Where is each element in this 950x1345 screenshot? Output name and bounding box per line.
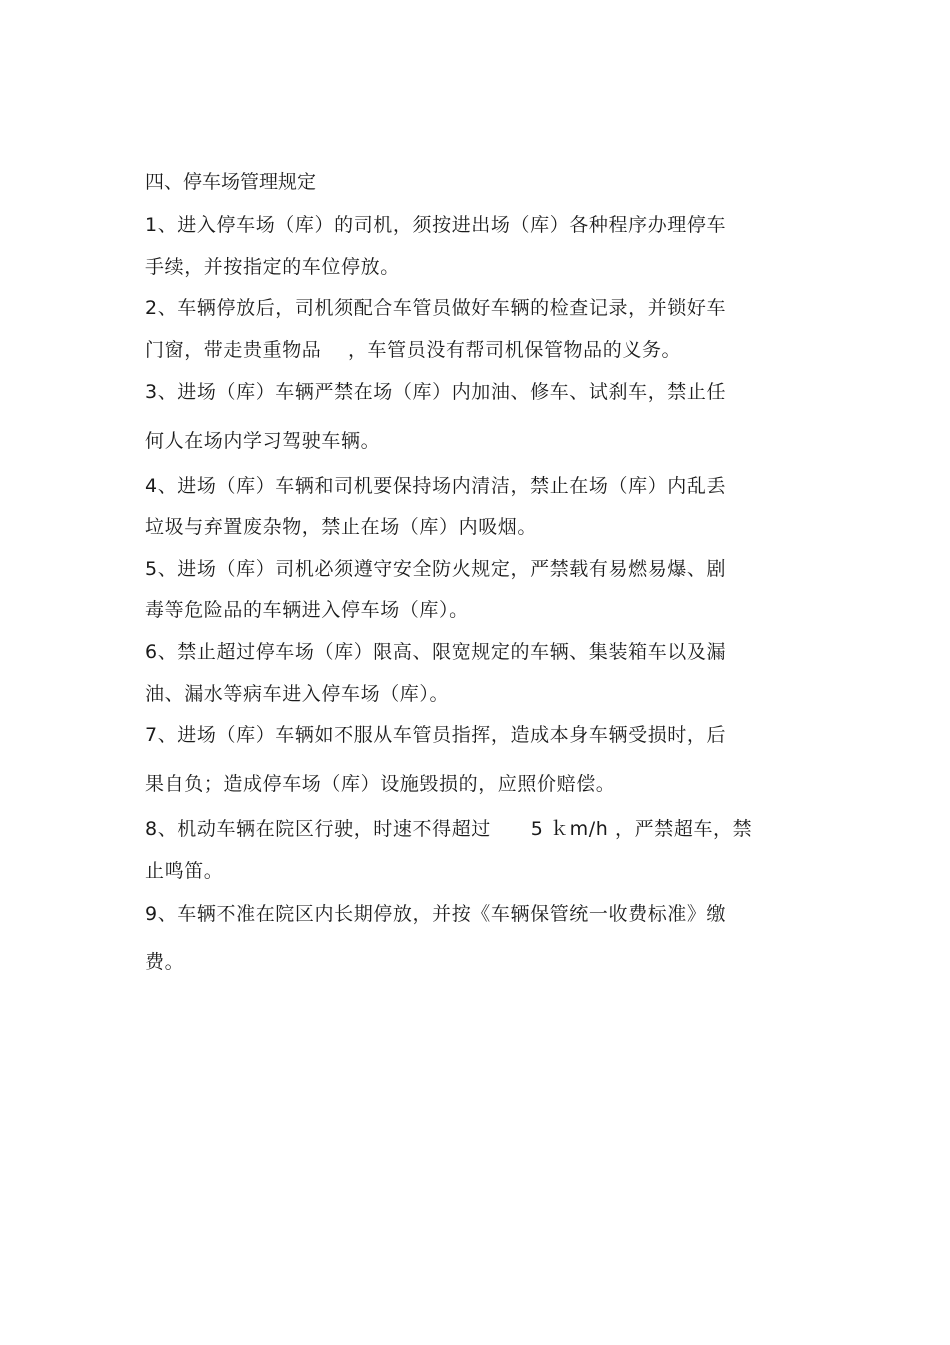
rule-4-line-1: 4、进场（库）车辆和司机要保持场内清洁，禁止在场（库）内乱丢 [145,475,727,497]
section-heading: 四、停车场管理规定 [145,171,317,193]
rule-9-line-2: 费。 [145,951,185,973]
rule-8-line-1: 8、机动车辆在院区行驶，时速不得超过 5 ｋm/h ，严禁超车，禁 [145,818,753,840]
rule-9-line-1: 9、车辆不准在院区内长期停放，并按《车辆保管统一收费标准》缴 [145,903,727,925]
rule-3-line-1: 3、进场（库）车辆严禁在场（库）内加油、修车、试刹车，禁止任 [145,381,727,403]
rule-2-line-2: 门窗，带走贵重物品 ，车管员没有帮司机保管物品的义务。 [145,339,682,361]
rule-3-line-2: 何人在场内学习驾驶车辆。 [145,430,381,452]
rule-4-line-2: 垃圾与弃置废杂物，禁止在场（库）内吸烟。 [145,516,538,538]
rule-6-line-1: 6、禁止超过停车场（库）限高、限宽规定的车辆、集装箱车以及漏 [145,641,727,663]
rule-6-line-2: 油、漏水等病车进入停车场（库）。 [145,683,450,705]
rule-7-line-2: 果自负；造成停车场（库）设施毁损的，应照价赔偿。 [145,773,616,795]
rule-5-line-2: 毒等危险品的车辆进入停车场（库）。 [145,599,469,621]
rule-8-line-2: 止鸣笛。 [145,860,224,882]
rule-5-line-1: 5、进场（库）司机必须遵守安全防火规定，严禁载有易燃易爆、剧 [145,558,727,580]
rule-7-line-1: 7、进场（库）车辆如不服从车管员指挥，造成本身车辆受损时，后 [145,724,727,746]
rule-1-line-1: 1、进入停车场（库）的司机，须按进出场（库）各种程序办理停车 [145,214,727,236]
rule-2-line-1: 2、车辆停放后，司机须配合车管员做好车辆的检查记录，并锁好车 [145,297,727,319]
rule-1-line-2: 手续，并按指定的车位停放。 [145,256,400,278]
